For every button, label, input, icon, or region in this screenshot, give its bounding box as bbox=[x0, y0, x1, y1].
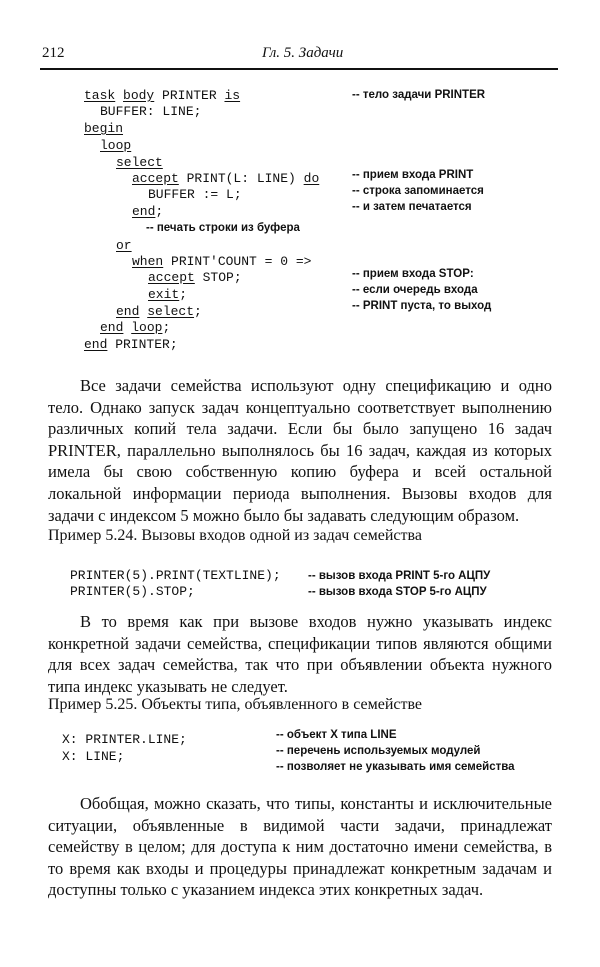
example-caption: Пример 5.25. Объекты типа, объявленного в семействе bbox=[48, 696, 423, 713]
code-comment: -- прием входа STOP: bbox=[352, 268, 474, 280]
header-rule bbox=[40, 68, 558, 70]
body-paragraph: Все задачи семейства используют одну спецификацию и одно тело. Однако запуск задач концептуально соответствует выполнению различных копий тела задачи. Если бы было запущено 16 задач PRINTER, параллельно выполнялось бы 16 задач, каждая из которых имела бы свою собственную копию буфера и всей остальной локальной информации периода выполнения. Вызовы входов для задачи с индексом 5 можно было бы задавать следующим образом. bbox=[48, 376, 552, 525]
body-paragraph: В то время как при вызове входов нужно указывать индекс конкретной задачи семейства, спецификации типов являются общими для всех задач семейства, так что при объявлении объекта нужного типа индекс указывать не следует. bbox=[48, 612, 552, 696]
code-line: BUFFER := L; bbox=[148, 187, 242, 202]
code-line: when PRINT'COUNT = 0 => bbox=[132, 254, 312, 269]
code-comment: -- печать строки из буфера bbox=[146, 222, 300, 234]
code-line: or bbox=[116, 238, 132, 253]
code-comment: -- тело задачи PRINTER bbox=[352, 89, 486, 101]
code-comment: -- прием входа PRINT bbox=[352, 169, 474, 181]
code-line: BUFFER: LINE; bbox=[100, 104, 202, 119]
code-line: PRINTER(5).PRINT(TEXTLINE); bbox=[70, 568, 281, 583]
code-line: select bbox=[116, 155, 163, 170]
body-paragraph: Обобщая, можно сказать, что типы, константы и исключительные ситуации, объявленные в видимой части задачи, принадлежат семейству в целом; для доступа к ним достаточно имени семейства, в то время как входы и процедуры принадлежат конкретным задачам и доступны только с указанием индекса этих конкретных задач. bbox=[48, 794, 552, 900]
code-line: X: PRINTER.LINE; bbox=[62, 732, 187, 747]
code-comment: -- PRINT пуста, то выход bbox=[352, 300, 492, 312]
code-comment: -- объект X типа LINE bbox=[276, 729, 397, 741]
code-comment: -- если очередь входа bbox=[352, 284, 478, 296]
code-line: PRINTER(5).STOP; bbox=[70, 584, 195, 599]
code-comment: -- перечень используемых модулей bbox=[276, 745, 481, 757]
example-caption: Пример 5.24. Вызовы входов одной из задач семейства bbox=[48, 527, 422, 544]
page-number: 212 bbox=[42, 45, 65, 61]
code-line: end select; bbox=[116, 304, 202, 319]
code-line: end; bbox=[132, 204, 164, 219]
code-line: accept STOP; bbox=[148, 270, 242, 285]
code-line: X: LINE; bbox=[62, 749, 125, 764]
code-line: accept PRINT(L: LINE) do bbox=[132, 171, 320, 186]
code-comment: -- вызов входа PRINT 5-го АЦПУ bbox=[308, 570, 491, 582]
code-line: task body PRINTER is bbox=[84, 88, 241, 103]
code-line: begin bbox=[84, 121, 124, 136]
code-line: exit; bbox=[148, 287, 188, 302]
code-line: loop bbox=[100, 138, 132, 153]
code-comment: -- строка запоминается bbox=[352, 185, 484, 197]
code-comment: -- и затем печатается bbox=[352, 201, 472, 213]
code-comment: -- вызов входа STOP 5-го АЦПУ bbox=[308, 586, 487, 598]
chapter-title: Гл. 5. Задачи bbox=[262, 45, 344, 61]
code-line: end loop; bbox=[100, 320, 171, 335]
code-line: end PRINTER; bbox=[84, 337, 178, 352]
code-comment: -- позволяет не указывать имя семейства bbox=[276, 761, 515, 773]
